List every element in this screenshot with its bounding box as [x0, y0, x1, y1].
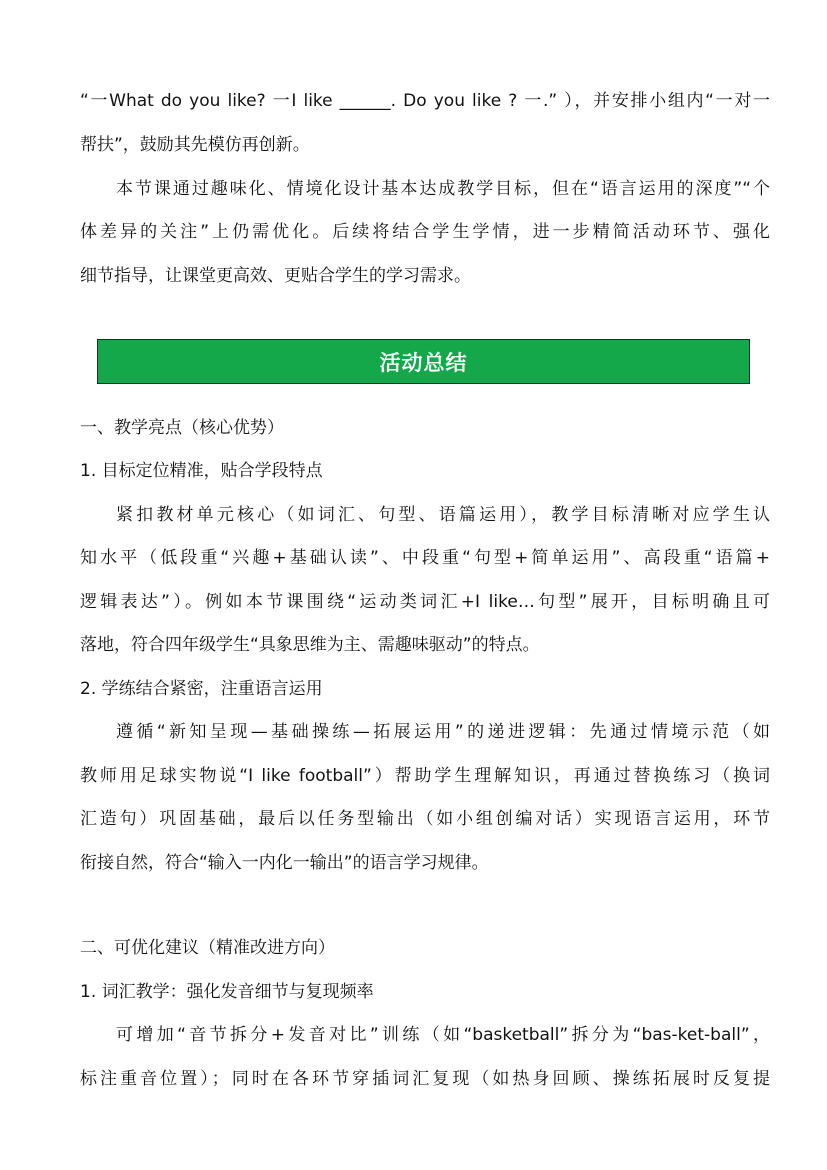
- section1-item2-line-2: 教师用足球实物说“I like football”）帮助学生理解知识，再通过替换练习（换词: [80, 766, 770, 786]
- section2-item1-title: 1. 词汇教学：强化发音细节与复现频率: [80, 982, 374, 1002]
- banner-title: 活动总结: [379, 350, 468, 375]
- section1-heading: 一、教学亮点（核心优势）: [80, 418, 284, 438]
- section1-item1-line-1: 紧扣教材单元核心（如词汇、句型、语篇运用），教学目标清晰对应学生认: [116, 505, 770, 525]
- section1-item2-line-1: 遵循“新知呈现—基础操练—拓展运用”的递进逻辑：先通过情境示范（如: [116, 722, 770, 742]
- reflection-line-1: 本节课通过趣味化、情境化设计基本达成教学目标，但在“语言运用的深度”“个: [116, 179, 770, 199]
- section1-item1-line-3: 逻辑表达”）。例如本节课围绕“运动类词汇+I like…句型”展开，目标明确且可: [80, 592, 770, 612]
- reflection-line-3: 细节指导，让课堂更高效、更贴合学生的学习需求。: [80, 266, 471, 286]
- section2-item1-line-1: 可增加“音节拆分+发音对比”训练（如“basketball”拆分为“bas-ket-ball”，: [116, 1025, 770, 1045]
- intro-line-2: 帮扶”，鼓励其先模仿再创新。: [80, 135, 310, 155]
- section1-item2-line-3: 汇造句）巩固基础，最后以任务型输出（如小组创编对话）实现语言运用，环节: [80, 809, 770, 829]
- intro-line-1: “一What do you like? 一I like ______. Do you like ? 一.” ），并安排小组内“一对一: [80, 91, 770, 111]
- section1-item1-line-2: 知水平（低段重“兴趣+基础认读”、中段重“句型+简单运用”、高段重“语篇+: [80, 548, 770, 568]
- section2-heading: 二、可优化建议（精准改进方向）: [80, 938, 335, 958]
- section1-item1-title: 1. 目标定位精准，贴合学段特点: [80, 461, 323, 481]
- section2-item1-line-2: 标注重音位置）；同时在各环节穿插词汇复现（如热身回顾、操练拓展时反复提: [80, 1069, 770, 1089]
- section1-item2-line-4: 衔接自然，符合“输入一内化一输出”的语言学习规律。: [80, 853, 489, 873]
- reflection-line-2: 体差异的关注”上仍需优化。后续将结合学生学情，进一步精简活动环节、强化: [80, 222, 770, 242]
- section-banner: [97, 339, 750, 384]
- section1-item1-line-4: 落地，符合四年级学生“具象思维为主、需趣味驱动”的特点。: [80, 635, 540, 655]
- section1-item2-title: 2. 学练结合紧密，注重语言运用: [80, 679, 323, 699]
